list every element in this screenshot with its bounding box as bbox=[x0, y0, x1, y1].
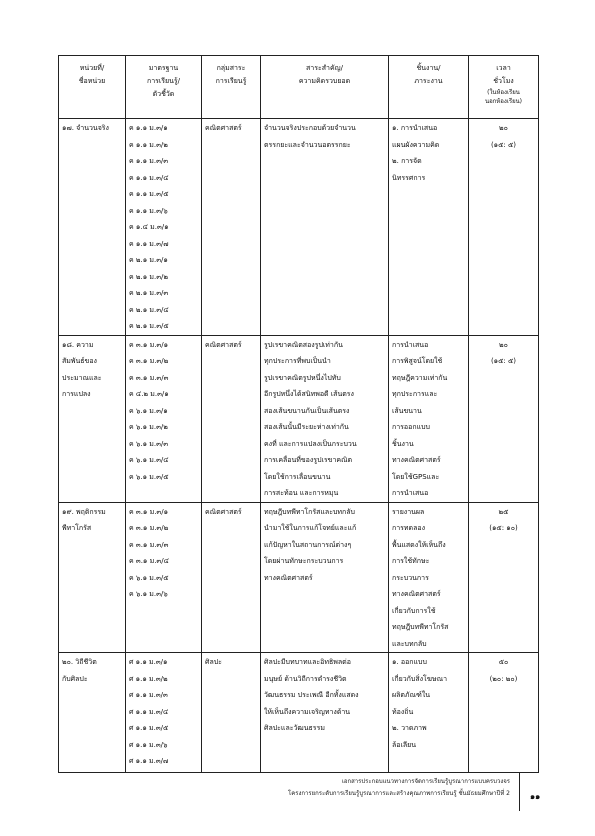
cell-text-line: ให้เห็นถึงความเจริญทางด้าน bbox=[264, 707, 351, 716]
cell-text-line: ค ๓.๑ ม.๓/๑ bbox=[129, 507, 169, 516]
header-task bbox=[389, 56, 469, 119]
cell-text-line: ทฤษฎีบทพีทาโกรัส bbox=[392, 623, 449, 631]
cell-text-line: (ในห้องเรียน bbox=[487, 89, 520, 96]
cell-text-line: ตัวชี้วัด bbox=[152, 90, 175, 98]
cell-text-line: การทดลอง bbox=[392, 524, 426, 532]
cell-text-line: สาระสำคัญ/ bbox=[306, 64, 343, 72]
cell-text-line: คณิตศาสตร์ bbox=[205, 124, 242, 132]
cell-text-line: ค ๖.๑ ม.๓/๑ bbox=[129, 406, 168, 415]
concept-cell bbox=[261, 502, 389, 653]
cell-text-line: ๑. ออกแบบ bbox=[392, 658, 427, 666]
cell-text-line: ศ ๑.๑ ม.๓/๓ bbox=[129, 691, 168, 699]
cell-text-line: ค ๑.๑ ม.๓/๔ bbox=[129, 173, 169, 182]
cell-text-line: ค ๖.๑ ม.๓/๕ bbox=[129, 472, 169, 481]
table-row bbox=[59, 653, 539, 773]
cell-text-line: เกี่ยวกับสิ่งโฆษณา bbox=[392, 674, 448, 683]
cell-text-line: ๒๕ bbox=[498, 507, 509, 516]
cell-text-line: ค ๑.๑ ม.๓/๑ bbox=[129, 124, 168, 132]
cell-text-line: ทางคณิตศาสตร์ bbox=[392, 590, 441, 598]
cell-text-line: ค ๔.๒ ม.๓/๑ bbox=[129, 390, 169, 398]
cell-text-line: คงที่ และการแปลงเป็นกระบวน bbox=[264, 439, 357, 448]
table-row bbox=[59, 335, 539, 502]
cell-text-line: ทางคณิตศาสตร์ bbox=[392, 456, 441, 464]
cell-text-line: ๑๘. ความ bbox=[62, 340, 94, 349]
cell-text-line: ค ๓.๑ ม.๓/๑ bbox=[129, 340, 169, 349]
cell-text-line: มาตรฐาน bbox=[148, 64, 179, 72]
cell-text-line: ค ๒.๑ ม.๓/๔ bbox=[129, 305, 169, 314]
cell-text-line: ค ๖.๑ ม.๓/๔ bbox=[129, 456, 169, 464]
time-cell bbox=[469, 653, 539, 773]
cell-text-line: (๒๐: ๒๐) bbox=[489, 674, 518, 683]
cell-text-line: ค ๓.๑ ม.๓/๓ bbox=[129, 373, 169, 382]
cell-text-line: ศ ๑.๑ ม.๓/๑ bbox=[129, 658, 168, 666]
cell-text-line: ศ ๑.๑ ม.๓/๗ bbox=[129, 757, 169, 765]
cell-text-line: รายงานผล bbox=[392, 507, 425, 516]
footer-project-title: โครงการยกระดับการเรียนรู้บูรณาการและสร้างคุณภาพการเรียนรู้ ชั้นมัธยมศึกษาปีที่ 2 bbox=[287, 790, 510, 797]
cell-text-line: การใช้ทักษะ bbox=[392, 557, 430, 565]
table-header-row bbox=[59, 56, 539, 119]
cell-text-line: ทางคณิตศาสตร์ bbox=[264, 573, 313, 582]
cell-text-line: สองเส้นขนานกันเป็นเส้นตรง bbox=[264, 406, 350, 415]
cell-text-line: ล้อเลียน bbox=[392, 740, 417, 749]
cell-text-line: ศิลปะ bbox=[205, 658, 222, 666]
cell-text-line: (๑๕: ๕) bbox=[490, 140, 517, 149]
table-row bbox=[59, 119, 539, 336]
cell-text-line: นำมาใช้ในการแก้โจทย์และแก้ bbox=[264, 524, 357, 532]
cell-text-line: ค ๒.๑ ม.๓/๒ bbox=[129, 272, 169, 281]
task-cell bbox=[389, 502, 469, 653]
header-unit bbox=[59, 56, 126, 119]
cell-text-line: โดยใช้การเลื่อนขนาน bbox=[264, 472, 331, 481]
cell-text-line: ค ๑.๑ ม.๓/๓ bbox=[129, 157, 169, 165]
cell-text-line: ๒. วาดภาพ bbox=[392, 724, 427, 732]
cell-text-line: ท้องถิ่น bbox=[392, 707, 414, 716]
time-cell bbox=[469, 335, 539, 502]
subject-cell bbox=[202, 502, 261, 653]
cell-text-line: ค ๓.๑ ม.๓/๔ bbox=[129, 557, 169, 565]
cell-text-line: ภาระงาน bbox=[414, 77, 443, 85]
cell-text-line: ค ๖.๑ ม.๓/๓ bbox=[129, 439, 169, 448]
cell-text-line: ค ๓.๑ ม.๓/๒ bbox=[129, 524, 169, 532]
task-cell bbox=[389, 119, 469, 336]
cell-text-line: ๒. การจัด bbox=[392, 157, 422, 165]
cell-text-line: ชิ้นงาน/ bbox=[416, 64, 441, 72]
cell-text-line: ๑๗. จำนวนจริง bbox=[62, 124, 109, 132]
cell-text-line: ค ๖.๑ ม.๓/๖ bbox=[129, 590, 168, 598]
concept-cell bbox=[261, 119, 389, 336]
cell-text-line: ศ ๑.๑ ม.๓/๕ bbox=[129, 724, 169, 732]
cell-text-line: ค ๑.๔ ม.๓/๑ bbox=[129, 223, 169, 231]
cell-text-line: โดยใช้GPSและ bbox=[392, 472, 440, 481]
time-cell bbox=[469, 502, 539, 653]
cell-text-line: ความคิดรวบยอด bbox=[298, 77, 351, 85]
cell-text-line: ประมาณและ bbox=[62, 373, 102, 382]
curriculum-unit-table bbox=[58, 55, 539, 773]
unit-cell bbox=[59, 502, 126, 653]
cell-text-line: การแปลง bbox=[62, 390, 91, 398]
cell-text-line: กับศิลปะ bbox=[62, 674, 88, 683]
cell-text-line: ค ๑.๑ ม.๓/๕ bbox=[129, 190, 169, 198]
cell-text-line: ๑๙. พฤติกรรม bbox=[62, 507, 106, 516]
cell-text-line: ค ๒.๑ ม.๓/๓ bbox=[129, 289, 169, 297]
cell-text-line: ๒๐. วิถีชีวิต bbox=[62, 658, 97, 666]
cell-text-line: จำนวนจริงประกอบด้วยจำนวน bbox=[264, 124, 356, 132]
cell-text-line: กลุ่มสาระ bbox=[216, 64, 246, 72]
cell-text-line: ค ๑.๑ ม.๓/๗ bbox=[129, 239, 169, 248]
cell-text-line: ค ๑.๑ ม.๓/๖ bbox=[129, 206, 168, 215]
cell-text-line: หน่วยที่/ bbox=[79, 64, 105, 72]
task-cell bbox=[389, 335, 469, 502]
footer-divider bbox=[519, 773, 520, 811]
cell-text-line: มนุษย์ ด้านวิถีการดำรงชีวิต bbox=[264, 674, 347, 683]
cell-text-line: ทฤษฎีบทพีทาโกรัสและบทกลับ bbox=[264, 507, 356, 516]
cell-text-line: การออกแบบ bbox=[392, 423, 430, 431]
cell-text-line: ๕๐ bbox=[498, 658, 509, 666]
cell-text-line: กระบวนการ bbox=[392, 573, 429, 582]
cell-text-line: ศิลปะมีบทบาทและอิทธิพลต่อ bbox=[264, 658, 351, 666]
time-cell bbox=[469, 119, 539, 336]
subject-cell bbox=[202, 119, 261, 336]
page-number: ๑๑ bbox=[530, 792, 541, 801]
cell-text-line: การพิสูจน์โดยใช้ bbox=[392, 357, 443, 365]
cell-text-line: ทุกประการและ bbox=[392, 390, 438, 398]
cell-text-line: ชิ้นงาน bbox=[392, 439, 414, 448]
cell-text-line: ศ ๑.๑ ม.๓/๖ bbox=[129, 740, 168, 749]
cell-text-line: ค ๒.๑ ม.๓/๕ bbox=[129, 322, 169, 330]
cell-text-line: ค ๑.๑ ม.๓/๒ bbox=[129, 140, 168, 149]
page-footer bbox=[240, 776, 510, 800]
cell-text-line: คณิตศาสตร์ bbox=[205, 507, 242, 516]
cell-text-line: เวลา bbox=[496, 64, 511, 72]
header-concept bbox=[261, 56, 389, 119]
cell-text-line: เกี่ยวกับการใช้ bbox=[392, 606, 436, 615]
cell-text-line: อีกรูปหนึ่งได้สนิทพอดี เส้นตรง bbox=[264, 390, 354, 398]
cell-text-line: ทฤษฎีความเท่ากัน bbox=[392, 373, 448, 382]
cell-text-line: ศิลปะและวัฒนธรรม bbox=[264, 724, 325, 732]
cell-text-line: โดยผ่านทักษะกระบวนการ bbox=[264, 557, 344, 565]
cell-text-line: ค ๖.๑ ม.๓/๒ bbox=[129, 423, 168, 431]
standards-cell bbox=[126, 335, 202, 502]
cell-text-line: แผนผังความคิด bbox=[392, 140, 440, 149]
cell-text-line: ๑. การนำเสนอ bbox=[392, 124, 438, 132]
cell-text-line: รูปเรขาคณิตรูปหนึ่งไปทับ bbox=[264, 373, 341, 382]
cell-text-line: ตรรกยะและจำนวนอตรรกยะ bbox=[264, 140, 351, 149]
standards-cell bbox=[126, 502, 202, 653]
cell-text-line: การนำเสนอ bbox=[392, 489, 429, 497]
cell-text-line: พื้นแสดงให้เห็นถึง bbox=[392, 540, 446, 549]
unit-cell bbox=[59, 119, 126, 336]
cell-text-line: ศ ๑.๑ ม.๓/๔ bbox=[129, 707, 169, 716]
cell-text-line: ค ๖.๑ ม.๓/๕ bbox=[129, 573, 169, 582]
unit-cell bbox=[59, 653, 126, 773]
cell-text-line: เส้นขนาน bbox=[392, 406, 422, 415]
cell-text-line: ๒๐ bbox=[499, 124, 508, 132]
standards-cell bbox=[126, 653, 202, 773]
cell-text-line: พีทาโกรัส bbox=[62, 524, 92, 532]
cell-text-line: คณิตศาสตร์ bbox=[205, 340, 242, 349]
cell-text-line: สองเส้นนั้นมีระยะห่างเท่ากัน bbox=[264, 423, 349, 431]
cell-text-line: การนำเสนอ bbox=[392, 340, 429, 349]
cell-text-line: ค ๒.๑ ม.๓/๑ bbox=[129, 256, 168, 264]
cell-text-line: ค ๓.๑ ม.๓/๒ bbox=[129, 357, 169, 365]
cell-text-line: สัมพันธ์ของ bbox=[62, 357, 97, 365]
footer-document-title: เอกสารประกอบแนวทางการจัดการเรียนรู้บูรณาการแบบครบวงจร bbox=[341, 778, 510, 785]
cell-text-line: การเคลื่อนที่ของรูปเรขาคณิต bbox=[264, 456, 353, 464]
header-subject bbox=[202, 56, 261, 119]
cell-text-line: ศ ๑.๑ ม.๓/๒ bbox=[129, 674, 168, 683]
cell-text-line: (๑๕: ๕) bbox=[490, 357, 517, 365]
cell-text-line: ชั่วโมง bbox=[493, 77, 514, 85]
cell-text-line: ชื่อหน่วย bbox=[78, 77, 106, 85]
cell-text-line: ทุกประการที่พบเป็นนำ bbox=[264, 357, 331, 365]
cell-text-line: ค ๓.๑ ม.๓/๓ bbox=[129, 540, 169, 549]
cell-text-line: รูปเรขาคณิตสองรูปเท่ากัน bbox=[264, 340, 343, 349]
subject-cell bbox=[202, 335, 261, 502]
cell-text-line: และบทกลับ bbox=[392, 639, 427, 648]
cell-text-line: การสะท้อน และการหมุน bbox=[264, 489, 339, 497]
subject-cell bbox=[202, 653, 261, 773]
unit-cell bbox=[59, 335, 126, 502]
cell-text-line: การเรียนรู้/ bbox=[146, 77, 181, 85]
cell-text-line: ผลิตภัณฑ์ใน bbox=[392, 691, 431, 699]
standards-cell bbox=[126, 119, 202, 336]
header-standard bbox=[126, 56, 202, 119]
cell-text-line: นิทรรศการ bbox=[392, 173, 426, 182]
concept-cell bbox=[261, 335, 389, 502]
table-row bbox=[59, 502, 539, 653]
concept-cell bbox=[261, 653, 389, 773]
cell-text-line: แก้ปัญหาในสถานการณ์ต่างๆ bbox=[264, 540, 352, 549]
task-cell bbox=[389, 653, 469, 773]
cell-text-line: นอกห้องเรียน) bbox=[484, 98, 523, 105]
cell-text-line: วัฒนธรรม ประเพณี อีกทั้งแสดง bbox=[264, 691, 359, 699]
cell-text-line: (๑๕: ๑๐) bbox=[489, 524, 518, 532]
cell-text-line: การเรียนรู้ bbox=[215, 77, 247, 85]
cell-text-line: ๒๐ bbox=[499, 340, 508, 349]
header-time bbox=[469, 56, 539, 119]
